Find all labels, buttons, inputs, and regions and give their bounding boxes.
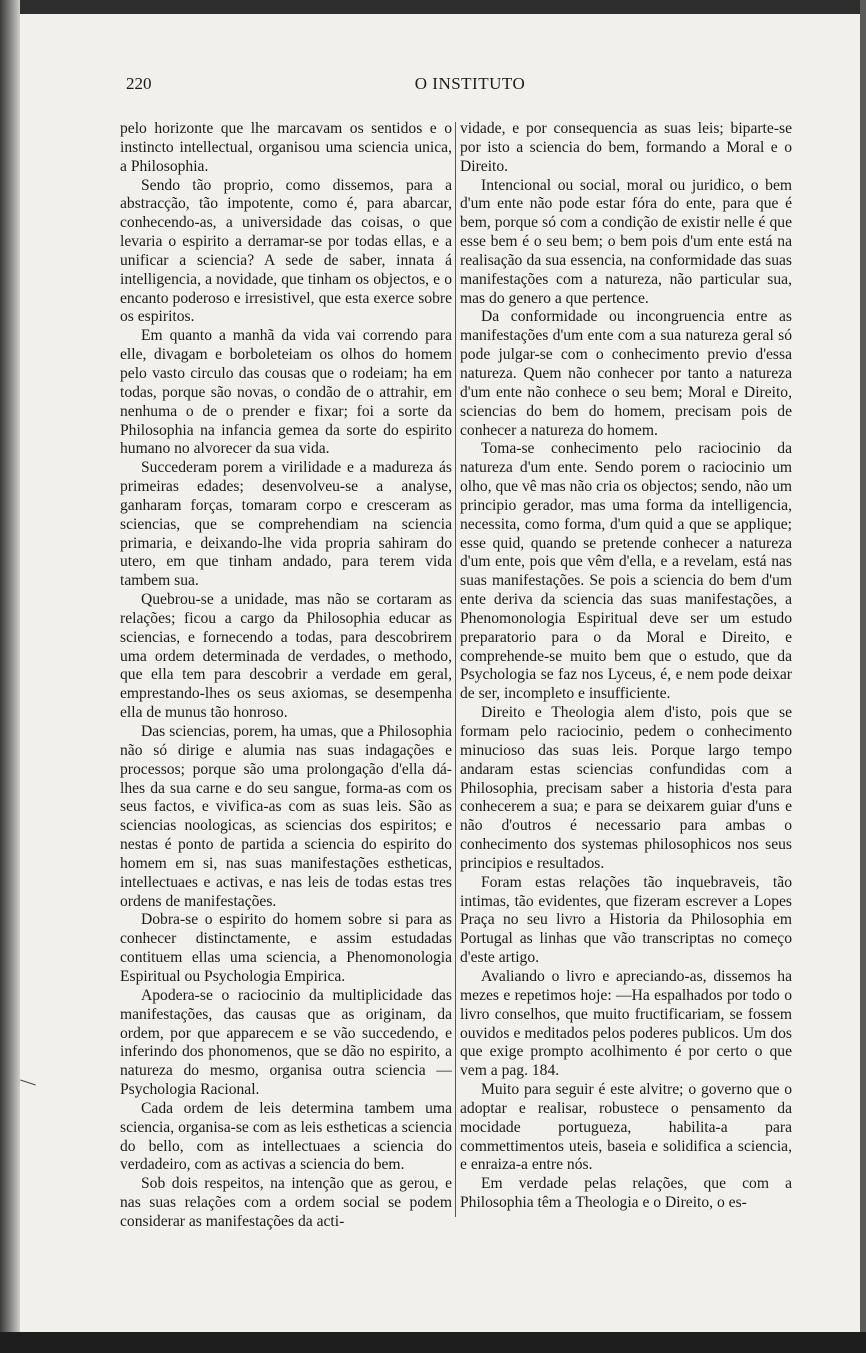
column-rule xyxy=(455,122,456,1217)
right-column xyxy=(460,120,792,1213)
page-edge xyxy=(860,0,866,1353)
bottom-shadow xyxy=(0,1332,866,1353)
paragraph: Em quanto a manhã da vida vai correndo para elle, divagam e borboleteiam os olhos do homem pelo vasto circulo das cousas que o rodeiam; ha em todas, porque são novas, o condão de o attrahir, em nenhuma o de o prender e fixar; foi a sorte da Philosophia na infancia gemea da sorte do espirito humano no alvorecer da sua vida. xyxy=(120,327,452,458)
paragraph: Sendo tão proprio, como dissemos, para a abstracção, tão impotente, como é, para abarcar, conhecendo-as, a universidade das coisas, o que levaria o espirito a derramar-se por todas ellas, e a unificar a sciencia? A sede de saber, innata á intelligencia, a novidade, que tinham os objectos, e o encanto poderoso e irresistivel, que esta exerce sobre os espiritos. xyxy=(120,176,452,326)
paragraph: Da conformidade ou incongruencia entre as manifestações d'um ente com a sua natureza geral só pode julgar-se com o conhecimento previo d'essa natureza. Quem não conhecer por tanto a natureza d'um ente não conhece o seu bem; Moral e Direito, sciencias do bem do homem, precisam pois de conhecer a natureza do homem. xyxy=(460,308,792,439)
paragraph: vidade, e por consequencia as suas leis; biparte-se por isto a sciencia do bem, formando a Moral e o Direito. xyxy=(460,120,792,175)
paragraph: Das sciencias, porem, ha umas, que a Philosophia não só dirige e alumia nas suas indagações e processos; porque são uma prolongação d'ella dá-lhes da sua carne e do seu sangue, forma-as com os seus factos, e vivifica-as com as suas leis. São as sciencias noologicas, as sciencias dos espiritos; e nestas é ponto de partida a sciencia do espirito do homem em si, nas suas manifestações estheticas, intellectuaes e activas, e nas leis de todas estas tres ordens de manifestações. xyxy=(120,723,452,910)
paragraph: Quebrou-se a unidade, mas não se cortaram as relações; ficou a cargo da Philosophia educar as sciencias, e fornecendo a todas, para descobrirem uma ordem determinada de verdades, o methodo, que ella tem para descobrir a verdade em geral, emprestando-lhes os seus axiomas, se desempenha ella de munus tão honroso. xyxy=(120,591,452,722)
paragraph: Dobra-se o espirito do homem sobre si para as conhecer distinctamente, e assim estudadas contituem ellas uma sciencia, a Phenomonologia Espiritual ou Psychologia Empirica. xyxy=(120,911,452,985)
paragraph: Apodera-se o raciocinio da multiplicidade das manifestações, das causas que as originam, da ordem, por que apparecem e se vão succedendo, e inferindo dos phonomenos, que se dão no espirito, a natureza do mesmo, organisa outra sciencia — Psychologia Racional. xyxy=(120,986,452,1099)
running-title: O INSTITUTO xyxy=(414,74,526,93)
book-spine-shadow xyxy=(0,0,20,1353)
paragraph: Em verdade pelas relações, que com a Philosophia têm a Theologia e o Direito, o es- xyxy=(460,1175,792,1212)
page-number: 220 xyxy=(126,74,152,93)
page-header xyxy=(126,74,814,98)
paragraph: Toma-se conhecimento pelo raciocinio da natureza d'um ente. Sendo porem o raciocinio um olho, que vê mas não cria os objectos; sendo, não um principio gerador, mas uma forma da intelligencia, necessita, como forma, d'um quid a que se applique; esse quid, quando se pretende conhecer a natureza d'um ente, pois que vêm d'ella, e a revelam, está nas suas manifestações. Se pois a sciencia do bem d'um ente deriva da sciencia das suas manifestações, a Phenomonologia Espiritual deve ser um estudo preparatorio para o da Moral e Direito, e comprehende-se muito bem que o estudo, que da Psychologia se faz nos Lyceus, é, e nem pode deixar de ser, incompleto e insufficiente. xyxy=(460,440,792,703)
paragraph: Avaliando o livro e apreciando-as, dissemos ha mezes e repetimos hoje: —Ha espalhados por todo o livro conselhos, que muito fructificariam, se fossem ouvidos e meditados pelos poderes publicos. Um dos que exige prompto acolhimento é por certo o que vem a pag. 184. xyxy=(460,967,792,1080)
paragraph: Foram estas relações tão inquebraveis, tão intimas, tão evidentes, que fizeram escrever a Lopes Praça no seu livro a Historia da Philosophia em Portugal as linhas que vão transcriptas no começo d'este artigo. xyxy=(460,873,792,967)
paragraph: Intencional ou social, moral ou juridico, o bem d'um ente não pode estar fóra do ente, para que é bem, porque só com a condição de existir nelle é que esse bem é o seu bem; o bem pois d'um ente está na realisação da sua essencia, na conformidade das suas manifestações com a natureza, não particular sua, mas do genero a que pertence. xyxy=(460,176,792,307)
paragraph: Muito para seguir é este alvitre; o governo que o adoptar e realisar, robustece o pensamento da mocidade portugueza, habilita-a para commettimentos uteis, baseia e solidifica a sciencia, e enraiza-a entre nós. xyxy=(460,1081,792,1174)
paragraph: Cada ordem de leis determina tambem uma sciencia, organisa-se com as leis estheticas a sciencia do bello, com as intellectuaes a sciencia do verdadeiro, com as activas a sciencia do bem. xyxy=(120,1099,452,1174)
paragraph: Succederam porem a virilidade e a madureza ás primeiras edades; desenvolveu-se a analyse, ganharam forças, tomaram corpo e cresceram as sciencias, que se comprehendiam na sciencia primaria, e deixando-lhe vida propria sahiram do utero, em que tinham andado, para terem vida tambem sua. xyxy=(120,459,452,590)
paragraph: Sob dois respeitos, na intenção que as gerou, e nas suas relações com a ordem social se podem considerar as manifestações da acti- xyxy=(120,1175,452,1230)
paragraph: Direito e Theologia alem d'isto, pois que se formam pelo raciocinio, pedem o conhecimento minucioso das suas leis. Porque largo tempo andaram estas sciencias confundidas com a Philosophia, precisam saber a historia d'esta para conhecerem a sua; e para se deixarem guiar d'uns e não d'outros é necessario para ambas o conhecimento dos systemas philosophicos nos seus principios e resultados. xyxy=(460,704,792,872)
paragraph: pelo horizonte que lhe marcavam os sentidos e o instincto intellectual, organisou uma sciencia unica, a Philosophia. xyxy=(120,120,452,175)
left-column xyxy=(120,120,452,1232)
